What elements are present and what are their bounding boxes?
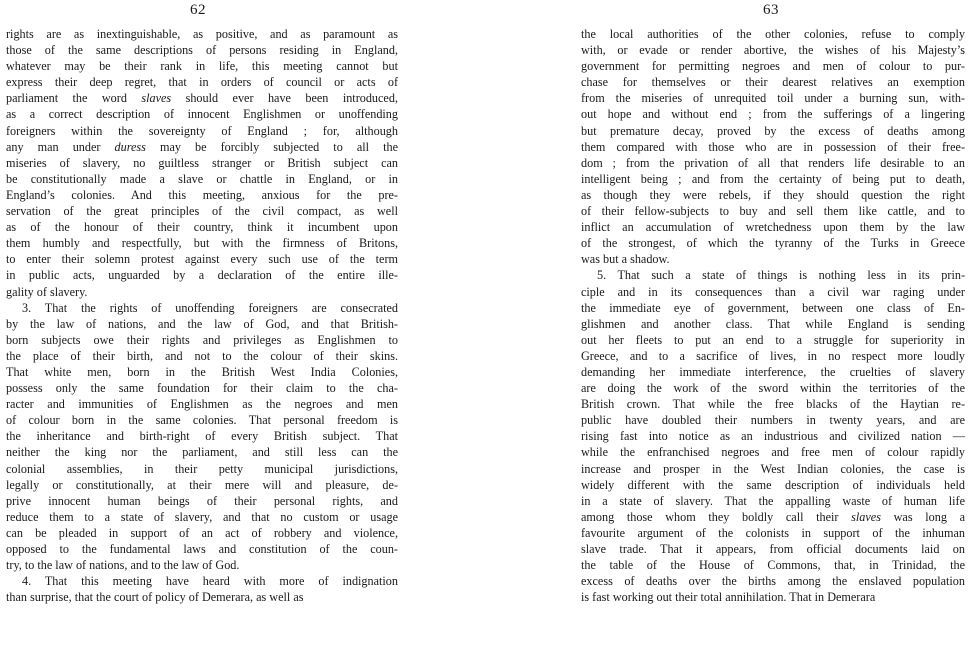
text-line: the local authorities of the other colonies, refuse to comply — [581, 27, 965, 41]
text-line: racter and immunities of Englishmen as the negroes and men — [6, 397, 398, 412]
text-line: Greece, and to a sacrifice of lives, in no respect more loudly — [581, 348, 965, 363]
text-line: That white men, born in the British West India Colonies, — [6, 364, 398, 379]
text-line: while the enfranchised negroes and free men of colour rapidly — [581, 445, 965, 460]
text-line: the place of their birth, and not to the colour of their skins. — [6, 348, 398, 363]
text-line: whatever may be their rank in life, this meeting cannot but — [6, 59, 398, 74]
text-line: possess only the same foundation for their claim to the cha- — [6, 381, 398, 396]
text-line: as a correct description of innocent Englishmen or unoffending — [6, 107, 398, 122]
text-line: was but a shadow. — [581, 252, 670, 267]
text-line: can be pleaded in support of an act of robbery and violence, — [6, 525, 398, 540]
text-line: as of the honour of their country, think it incumbent upon — [6, 220, 398, 235]
text-line: of colour born in the same colonies. That personal freedom is — [6, 413, 398, 428]
text-line: miseries of slavery, no guiltless stranger or British subject can — [6, 155, 398, 170]
text-line: express their deep regret, that in orders of council or acts of — [6, 75, 398, 90]
text-line: 5. That such a state of things is nothing less in its prin- — [597, 268, 965, 283]
text-line: out hope and without end ; from the sufferings of a lingering — [581, 107, 965, 122]
text-line: 4. That this meeting have heard with more of indignation — [22, 574, 398, 589]
page-text — [6, 26, 398, 605]
text-line: intelligent being ; and from the certainty of being put to death, — [581, 171, 965, 186]
text-line: ciple and in its consequences than a civil war raging under — [581, 284, 965, 299]
text-line: as though they were rebels, if they should question the right — [581, 187, 965, 202]
text-line: opposed to the fundamental laws and constitution of the coun- — [6, 542, 398, 556]
text-line: colonial assemblies, in their petty municipal jurisdictions, — [6, 461, 398, 476]
italic-word: slaves — [851, 509, 881, 524]
text-line: reduce them to a state of slavery, and that no custom or usage — [6, 509, 398, 524]
text-line: glishmen and another class. That while England is sending — [581, 316, 965, 331]
page-number: 63 — [763, 2, 779, 18]
text-line: servation of the great principles of the civil compact, as well — [6, 204, 398, 219]
text-line: to enter their solemn protest against every such use of the term — [6, 252, 398, 267]
text-line: but premature decay, proved by the excess of deaths among — [581, 123, 965, 138]
text-line: government for permitting negroes and men of colour to pur- — [581, 59, 965, 74]
text-line: British crown. That while the free blacks of the Haytian re- — [581, 397, 965, 412]
text-line: prive innocent human beings of their personal rights, and — [6, 493, 398, 508]
text-line: than surprise, that the court of policy of Demerara, as well as — [6, 590, 304, 605]
text-line: parliament the word slaves should ever have been introduced, — [6, 91, 398, 106]
text-line: demanding her immediate interference, the cruelties of slavery — [581, 364, 965, 379]
text-line: rights are as inextinguishable, as positive, and as paramount as — [6, 27, 398, 41]
text-line: foreigners within the sovereignty of England ; for, although — [6, 123, 398, 138]
text-line: neither the king nor the parliament, and still less can the — [6, 445, 398, 460]
text-line: be constitutionally made a slave or chattle in England, or in — [6, 171, 398, 186]
italic-word: duress — [114, 139, 146, 154]
text-line: out her fleets to put an end to a struggle for superiority in — [581, 332, 965, 347]
text-line: born subjects owe their rights and privileges as Englishmen to — [6, 332, 398, 347]
text-line: excess of deaths over the births among the enslaved population — [581, 574, 965, 589]
text-line: legally or constitutionally, at their mere will and pleasure, de- — [6, 477, 398, 492]
text-line: in public acts, unguarded by a declaration of the entire ille- — [6, 268, 398, 283]
text-line: widely different with the same description of individuals held — [581, 477, 965, 492]
text-line: try, to the law of nations, and to the law of God. — [6, 558, 240, 573]
right-page — [490, 0, 980, 656]
text-line: public have doubled their numbers in twenty years, and are — [581, 413, 965, 428]
page-text — [581, 26, 965, 605]
text-line: 3. That the rights of unoffending foreigners are consecrated — [22, 300, 398, 315]
italic-word: slaves — [141, 91, 172, 106]
text-line: gality of slavery. — [6, 284, 88, 299]
text-line: of their fellow-subjects to buy and sell them like cattle, and to — [581, 204, 965, 219]
text-line: of the strongest, of which the tyranny of the Turks in Greece — [581, 236, 965, 251]
text-line: slave trade. That it appears, from official documents laid on — [581, 542, 965, 556]
text-line: favourite argument of the colonists in support of the inhuman — [581, 525, 965, 540]
text-line: in a state of slavery. That the appalling waste of human life — [581, 493, 965, 508]
text-line: England’s colonies. And this meeting, anxious for the pre- — [6, 187, 398, 202]
text-line: by the law of nations, and the law of God, and that British- — [6, 316, 398, 331]
text-line: with, or evade or render abortive, the wishes of his Majesty’s — [581, 43, 965, 58]
text-line: chase for themselves or their dearest relatives an exemption — [581, 75, 965, 90]
text-line: the inheritance and birth-right of every British subject. That — [6, 429, 398, 444]
text-line: them humbly and respectfully, but with the firmness of Britons, — [6, 236, 398, 251]
text-line: dom ; from the privation of all that renders life desirable to an — [581, 155, 965, 170]
text-line: those of the same descriptions of persons residing in England, — [6, 43, 398, 58]
page-number: 62 — [190, 2, 206, 18]
text-line: from the miseries of unrequited toil under a burning sun, with- — [581, 91, 965, 106]
text-line: inflict an accumulation of wretchedness upon them by the law — [581, 220, 965, 235]
text-line: them compared with those who are in possession of their free- — [581, 139, 965, 154]
text-line: is fast working out their total annihilation. That in Demerara — [581, 590, 876, 605]
text-line: the immediate eye of government, between one class of En- — [581, 300, 965, 315]
text-line: rising fast into notice as an industrious and civilized nation — — [581, 429, 965, 444]
text-line: are doing the work of the sword within the territories of the — [581, 381, 965, 396]
text-line: the table of the House of Commons, that, in Trinidad, the — [581, 558, 965, 573]
text-line: among those whom they boldly call their slaves was long a — [581, 509, 966, 524]
text-line: any man under duress may be forcibly subjected to all the — [6, 139, 398, 154]
text-line: increase and prosper in the West Indian colonies, the case is — [581, 461, 965, 476]
